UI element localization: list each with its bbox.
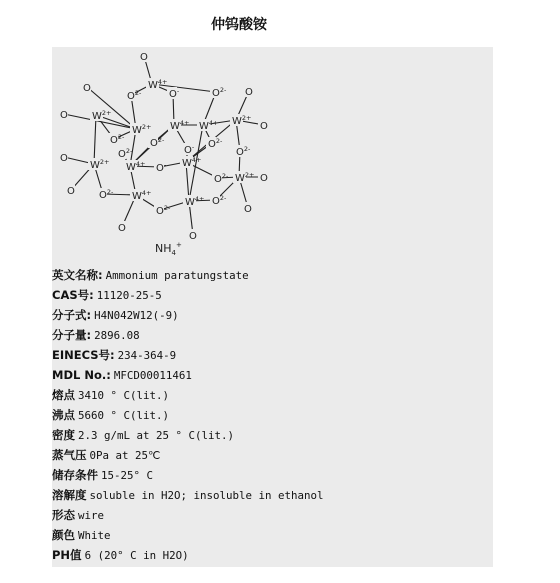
oxygen-atom: $O^{2-}$ [208,137,223,150]
molecular-structure-diagram [52,47,493,262]
property-value: 2.3 g/mL at 25 ° C(lit.) [78,429,235,442]
oxygen-atom: O [140,52,148,63]
property-label: 沸点 [52,408,75,422]
property-label: 溶解度 [52,488,87,502]
property-row [52,365,493,385]
property-value: 2896.08 [94,329,140,342]
oxygen-atom: O [67,186,75,197]
property-row [52,305,493,325]
oxygen-atom: $O^{2-}$ [99,188,114,201]
property-value: 0Pa at 25℃ [89,449,161,462]
oxygen-atom: $O^{2-}$ [110,133,125,146]
oxygen-atom: $O^{2-}$ [118,147,133,160]
oxygen-atom: $O^{2-}$ [214,172,229,185]
property-label: 颜色 [52,528,75,542]
property-label: MDL No.: [52,368,111,382]
page-title: 仲钨酸铵 [211,17,267,33]
oxygen-atom: O [244,204,252,215]
tungsten-atom: $W^{2+}$ [132,123,152,136]
property-row [52,285,493,305]
oxygen-atom: $O^{2-}$ [236,145,251,158]
property-label: 熔点 [52,388,75,402]
property-value: 5660 ° C(lit.) [78,409,170,422]
oxygen-atom: $O^{2-}$ [212,86,227,99]
property-value: 15-25° C [101,469,154,482]
property-row [52,465,493,485]
property-row [52,505,493,525]
oxygen-atom: $O^{2-}$ [212,194,227,207]
property-label: 密度 [52,428,75,442]
oxygen-atom: O [245,87,253,98]
oxygen-atom: O- [156,161,167,174]
property-value: 11120-25-5 [96,289,162,302]
tungsten-atom: $W^{4+}$ [170,119,190,132]
tungsten-atom: $W^{4+}$ [132,189,152,202]
oxygen-atom: O [118,223,126,234]
property-label: 分子量: [52,328,92,342]
property-label: 形态 [52,508,75,522]
bond-line [94,115,96,164]
oxygen-atom: O [60,110,68,121]
property-list [52,265,493,565]
tungsten-atom: $W^{2+}$ [90,158,110,171]
property-row [52,325,493,345]
tungsten-atom: $W^{4+}$ [126,160,146,173]
property-row [52,425,493,445]
property-row [52,385,493,405]
tungsten-atom: $W^{4+}$ [199,119,219,132]
content-panel [52,47,493,567]
property-label: 分子式: [52,308,92,322]
property-value: MFCD00011461 [113,369,192,382]
oxygen-atom: O [83,83,91,94]
property-value: 6 (20° C in H2O) [84,549,189,562]
oxygen-atom: O- [184,143,195,156]
property-row [52,525,493,545]
oxygen-atom: $O^{2-}$ [150,136,165,149]
oxygen-atom: $O^{2-}$ [127,89,142,102]
property-value: White [78,529,111,542]
property-row [52,345,493,365]
oxygen-atom: O [260,121,268,132]
property-value: H4N042W12(-9) [94,309,179,322]
property-label: 储存条件 [52,468,98,482]
property-value: 234-364-9 [117,349,177,362]
tungsten-atom: $W^{2+}$ [235,171,255,184]
property-row [52,485,493,505]
property-row [52,405,493,425]
property-label: 蒸气压 [52,448,87,462]
oxygen-atom: O [189,231,197,242]
tungsten-atom: $W^{4+}$ [182,156,202,169]
tungsten-atom: $W^{2+}$ [92,109,112,122]
property-row [52,445,493,465]
property-row [52,265,493,285]
tungsten-atom: $W^{4+}$ [148,78,168,91]
property-label: CAS号: [52,288,94,302]
property-value: Ammonium paratungstate [105,269,249,282]
property-label: EINECS号: [52,348,115,362]
property-value: soluble in H2O; insoluble in ethanol [89,489,324,502]
ammonium-ion-label: $NH_4^+$ [155,241,182,257]
oxygen-atom: O [260,173,268,184]
property-label: 英文名称: [52,268,103,282]
oxygen-atom: $O^{2-}$ [156,204,171,217]
property-value: wire [78,509,105,522]
tungsten-atom: $W^{2+}$ [232,114,252,127]
tungsten-atom: $W^{4+}$ [185,195,205,208]
property-row [52,545,493,565]
property-label: PH值 [52,548,82,562]
oxygen-atom: O [60,153,68,164]
oxygen-atom: O- [169,87,180,100]
property-value: 3410 ° C(lit.) [78,389,170,402]
